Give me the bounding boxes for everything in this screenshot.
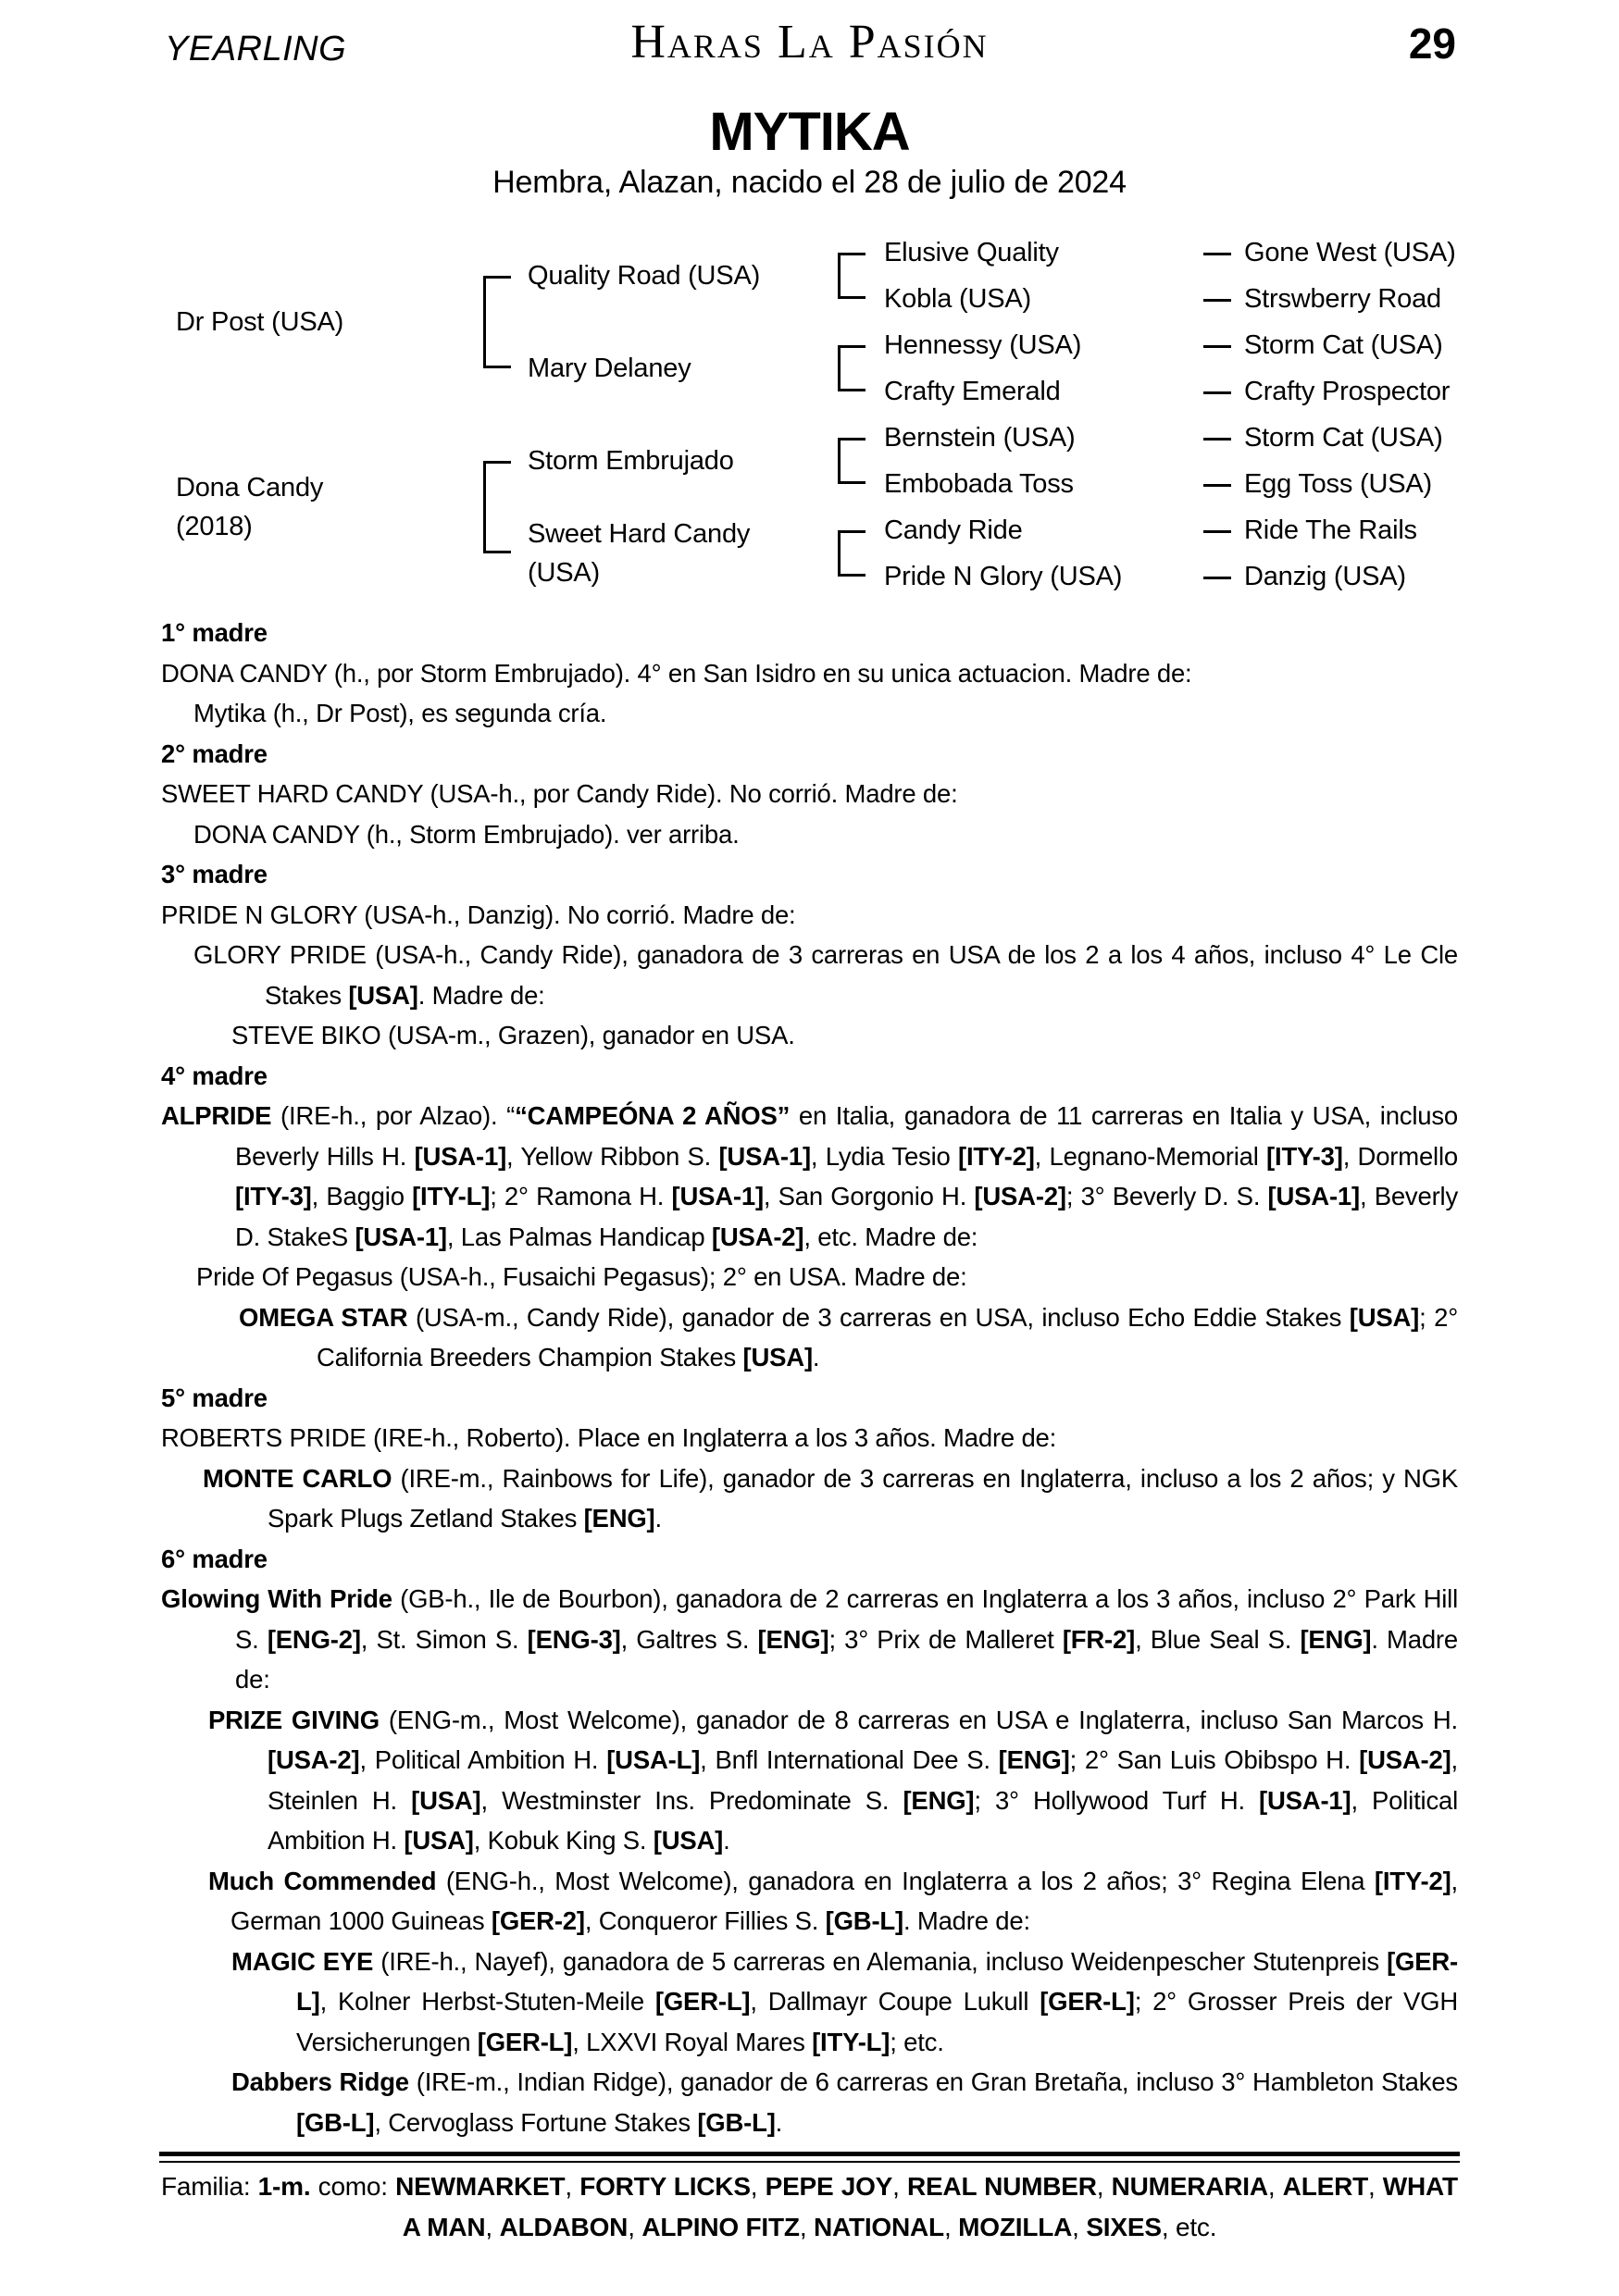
black-type-label: [ITY-2] bbox=[958, 1141, 1035, 1171]
pedigree-gen2-name bbox=[528, 515, 750, 592]
page-number: 29 bbox=[1408, 19, 1456, 68]
text-segment: . bbox=[723, 1826, 730, 1855]
black-type-label: [USA-1] bbox=[718, 1141, 811, 1171]
text-segment: , bbox=[750, 2172, 766, 2201]
text-segment: , bbox=[565, 2172, 580, 2201]
pedigree-paragraph bbox=[161, 653, 1458, 694]
black-type-label: REAL NUMBER bbox=[906, 2172, 1097, 2201]
pedigree-gen4-name: Storm Cat (USA) bbox=[1244, 423, 1443, 453]
text-segment: , bbox=[1096, 2172, 1112, 2201]
text-segment: ; 3° Prix de Malleret bbox=[828, 1624, 1063, 1654]
text-segment: , LXXVI Royal Mares bbox=[572, 2027, 813, 2056]
text-segment: Pride Of Pegasus (USA-h., Fusaichi Pegasus); 2° en USA. Madre de: bbox=[196, 1262, 967, 1291]
black-type-label: FORTY LICKS bbox=[579, 2172, 751, 2201]
black-type-label: MOZILLA bbox=[958, 2213, 1073, 2241]
pedigree-gen4-name: Storm Cat (USA) bbox=[1244, 330, 1443, 360]
black-type-label: [USA-1] bbox=[1267, 1182, 1360, 1210]
black-type-label: [USA] bbox=[1349, 1302, 1420, 1332]
text-segment: , bbox=[1368, 2172, 1383, 2201]
text-segment: GLORY PRIDE (USA-h., Candy Ride), ganadora de 3 carreras en USA de los 2 a los 4 años, incluso 4° Le Cle Stakes bbox=[193, 940, 1458, 1010]
text-segment: , Dormello bbox=[1342, 1141, 1458, 1171]
text-segment: , Blue Seal S. bbox=[1135, 1624, 1301, 1654]
black-type-label: [ITY-3] bbox=[235, 1182, 312, 1210]
pedigree-dash bbox=[1203, 530, 1231, 533]
pedigree-paragraph bbox=[161, 2062, 1458, 2142]
text-segment: , bbox=[1072, 2213, 1087, 2241]
text-segment: . Madre de: bbox=[235, 1624, 1458, 1694]
text-segment: (IRE-m., Indian Ridge), ganador de 6 carreras en Gran Bretaña, incluso 3° Hambleton Stakes bbox=[408, 2067, 1458, 2096]
black-type-label: [USA-1] bbox=[671, 1182, 764, 1210]
pedigree-dam-line2: (2018) bbox=[176, 512, 253, 541]
black-type-label: [ITY-2] bbox=[1374, 1866, 1451, 1895]
pedigree-dash bbox=[1203, 438, 1231, 441]
black-type-label: [GER-2] bbox=[491, 1906, 585, 1935]
black-type-label: [ENG-2] bbox=[267, 1624, 361, 1654]
horse-description: Hembra, Alazan, nacido el 28 de julio de 2024 bbox=[492, 165, 1127, 200]
madre-sections bbox=[161, 613, 1458, 2142]
text-segment: STEVE BIKO (USA-m., Grazen), ganador en USA. bbox=[231, 1021, 795, 1049]
pedigree-bracket bbox=[838, 345, 866, 391]
black-type-label: [ENG-3] bbox=[527, 1624, 621, 1654]
black-type-label: [USA] bbox=[653, 1826, 724, 1855]
pedigree-gen3-name: Pride N Glory (USA) bbox=[884, 562, 1123, 591]
black-type-label: [USA-1] bbox=[355, 1222, 447, 1251]
pedigree-gen2-name: Storm Embrujado bbox=[528, 446, 734, 476]
text-segment: , Kobuk King S. bbox=[473, 1826, 654, 1855]
text-segment: , Westminster Ins. Predominate S. bbox=[480, 1785, 903, 1815]
black-type-label: [ENG] bbox=[1300, 1624, 1372, 1654]
black-type-label: MONTE CARLO bbox=[203, 1463, 392, 1493]
pedigree-dash bbox=[1203, 484, 1231, 487]
text-segment: . Madre de: bbox=[417, 980, 545, 1010]
text-segment: ; 2° California Breeders Champion Stakes bbox=[317, 1302, 1458, 1371]
pedigree-paragraph bbox=[161, 1700, 1458, 1861]
text-segment: , Beverly D. StakeS bbox=[235, 1182, 1458, 1251]
pedigree-dash bbox=[1203, 391, 1231, 394]
black-type-label: [GER-L] bbox=[654, 1987, 751, 2016]
pedigree-gen3-name: Bernstein (USA) bbox=[884, 423, 1076, 453]
section-heading: 4° madre bbox=[161, 1061, 268, 1090]
horse-name: MYTIKA bbox=[709, 102, 910, 162]
pedigree-bracket bbox=[838, 438, 866, 484]
text-segment: ; 2° Grosser Preis der VGH Versicherungen bbox=[296, 1987, 1458, 2056]
text-segment: (IRE-m., Rainbows for Life), ganador de 3 carreras en Inglaterra, incluso a los 2 años; y NGK Spark Plugs Zetland Stakes bbox=[268, 1463, 1458, 1533]
black-type-label: NATIONAL bbox=[813, 2213, 944, 2241]
text-segment: Familia: bbox=[161, 2172, 258, 2201]
black-type-label: [ITY-3] bbox=[1266, 1141, 1343, 1171]
family-line bbox=[161, 2166, 1458, 2248]
text-segment: , San Gorgonio H. bbox=[763, 1182, 975, 1210]
black-type-label: [ENG] bbox=[998, 1745, 1070, 1774]
text-segment: ; etc. bbox=[890, 2027, 944, 2056]
section-heading: 3° madre bbox=[161, 860, 268, 888]
text-segment: , Baggio bbox=[311, 1182, 413, 1210]
pedigree-paragraph bbox=[161, 1458, 1458, 1539]
black-type-label: ALPRIDE bbox=[161, 1101, 272, 1130]
text-segment: , St. Simon S. bbox=[360, 1624, 528, 1654]
text-segment: . bbox=[775, 2107, 783, 2137]
text-segment: SWEET HARD CANDY (USA-h., por Candy Ride). No corrió. Madre de: bbox=[161, 779, 958, 808]
text-segment: ; 2° Ramona H. bbox=[490, 1182, 672, 1210]
text-segment: (GB-h., Ile de Bourbon), ganadora de 2 carreras en Inglaterra a los 3 años, incluso 2° Park Hill S. bbox=[235, 1584, 1458, 1654]
pedigree-gen3-name: Embobada Toss bbox=[884, 469, 1074, 499]
text-segment: , Galtres S. bbox=[620, 1624, 758, 1654]
black-type-label: OMEGA STAR bbox=[239, 1302, 408, 1332]
black-type-label: [USA-1] bbox=[1259, 1785, 1351, 1815]
black-type-label: [FR-2] bbox=[1062, 1624, 1136, 1654]
pedigree-paragraph bbox=[161, 774, 1458, 814]
black-type-label: Dabbers Ridge bbox=[231, 2067, 409, 2096]
pedigree-gen4-name: Ride The Rails bbox=[1244, 515, 1417, 545]
pedigree-gen3-name: Hennessy (USA) bbox=[884, 330, 1082, 360]
black-type-label: Glowing With Pride bbox=[161, 1584, 392, 1613]
section-heading: 2° madre bbox=[161, 738, 268, 768]
text-segment: , Legnano-Memorial bbox=[1034, 1141, 1267, 1171]
pedigree-bracket bbox=[483, 461, 511, 553]
pedigree-paragraph bbox=[161, 1096, 1458, 1257]
text-segment: , Political Ambition H. bbox=[268, 1785, 1459, 1855]
black-type-label: [GER-L] bbox=[1040, 1987, 1135, 2016]
text-segment: , Dallmayr Coupe Lukull bbox=[750, 1987, 1040, 2016]
black-type-label: [ENG] bbox=[757, 1624, 829, 1654]
pedigree-gen3-name: Kobla (USA) bbox=[884, 284, 1031, 314]
pedigree-paragraph bbox=[161, 1418, 1458, 1458]
text-segment: ; 2° San Luis Obibspo H. bbox=[1069, 1745, 1360, 1774]
pedigree-dash bbox=[1203, 345, 1231, 348]
pedigree-paragraph bbox=[161, 1257, 1458, 1297]
pedigree-gen3-name: Candy Ride bbox=[884, 515, 1023, 545]
text-segment: , bbox=[799, 2213, 814, 2241]
black-type-label: [USA] bbox=[411, 1785, 481, 1815]
text-segment: , etc. Madre de: bbox=[803, 1222, 978, 1251]
black-type-label: NUMERARIA bbox=[1111, 2172, 1268, 2201]
pedigree-gen4-name: Danzig (USA) bbox=[1244, 562, 1406, 591]
text-segment: , bbox=[892, 2172, 907, 2201]
pedigree-paragraph bbox=[161, 1861, 1458, 1942]
pedigree-paragraph bbox=[161, 814, 1458, 855]
text-segment: DONA CANDY (h., por Storm Embrujado). 4° en San Isidro en su unica actuacion. Madre de: bbox=[161, 658, 1192, 688]
pedigree-dash bbox=[1203, 299, 1231, 302]
black-type-label: [GB-L] bbox=[697, 2107, 776, 2137]
text-segment: , Steinlen H. bbox=[268, 1745, 1458, 1815]
pedigree-bracket bbox=[483, 276, 511, 368]
black-type-label: [USA-2] bbox=[268, 1745, 360, 1774]
black-type-label: PRIZE GIVING bbox=[208, 1705, 380, 1734]
black-type-label: [USA] bbox=[742, 1343, 813, 1371]
black-type-label: [USA-2] bbox=[711, 1222, 804, 1251]
text-segment: , Yellow Ribbon S. bbox=[506, 1141, 719, 1171]
section-heading: 5° madre bbox=[161, 1383, 268, 1412]
text-segment: PRIDE N GLORY (USA-h., Danzig). No corrió. Madre de: bbox=[161, 900, 796, 929]
black-type-label: [USA] bbox=[348, 980, 418, 1010]
black-type-label: SIXES bbox=[1086, 2213, 1162, 2241]
text-segment: , Lydia Tesio bbox=[810, 1141, 959, 1171]
text-segment: , bbox=[1267, 2172, 1283, 2201]
text-segment: , bbox=[485, 2213, 500, 2241]
pedigree-paragraph bbox=[161, 1579, 1458, 1700]
text-segment: , Cervoglass Fortune Stakes bbox=[374, 2107, 698, 2137]
text-segment: ; 3° Beverly D. S. bbox=[1065, 1182, 1268, 1210]
pedigree-paragraph bbox=[161, 895, 1458, 936]
pedigree-gen2-name: Mary Delaney bbox=[528, 354, 691, 383]
black-type-label: MAGIC EYE bbox=[231, 1946, 374, 1976]
text-segment: , Conqueror Fillies S. bbox=[584, 1906, 826, 1935]
text-segment: , Kolner Herbst-Stuten-Meile bbox=[319, 1987, 655, 2016]
text-segment: (ENG-m., Most Welcome), ganador de 8 carreras en USA e Inglaterra, incluso San Marcos H. bbox=[379, 1705, 1458, 1734]
pedigree-paragraph bbox=[161, 1942, 1458, 2063]
text-segment: (IRE-h., por Alzao). “ bbox=[271, 1101, 516, 1130]
pedigree-gen2-name: Quality Road (USA) bbox=[528, 261, 761, 291]
text-segment: (IRE-h., Nayef), ganadora de 5 carreras en Alemania, incluso Weidenpescher Stutenpreis bbox=[373, 1946, 1388, 1976]
black-type-label: PEPE JOY bbox=[765, 2172, 893, 2201]
pedigree-dam bbox=[176, 468, 323, 546]
text-segment: , bbox=[943, 2213, 959, 2241]
black-type-label: ALDABON bbox=[499, 2213, 629, 2241]
text-segment: . bbox=[812, 1343, 820, 1371]
page-footer bbox=[0, 2152, 1619, 2248]
text-segment: , bbox=[628, 2213, 642, 2241]
pedigree-paragraph bbox=[161, 1297, 1458, 1378]
black-type-label: [USA-2] bbox=[1359, 1745, 1451, 1774]
text-segment: en Italia, ganadora de 11 carreras en Italia y USA, incluso Beverly Hills H. bbox=[235, 1101, 1458, 1171]
black-type-label: [GB-L] bbox=[296, 2107, 375, 2137]
text-segment: (ENG-h., Most Welcome), ganadora en Inglaterra a los 2 años; 3° Regina Elena bbox=[436, 1866, 1375, 1895]
black-type-label: [GB-L] bbox=[825, 1906, 903, 1935]
text-segment: , Bnfl International Dee S. bbox=[700, 1745, 999, 1774]
text-segment: ROBERTS PRIDE (IRE-h., Roberto). Place en Inglaterra a los 3 años. Madre de: bbox=[161, 1423, 1057, 1452]
text-segment: , Las Palmas Handicap bbox=[446, 1222, 712, 1251]
text-segment: ; 3° Hollywood Turf H. bbox=[974, 1785, 1260, 1815]
pedigree-paragraph bbox=[161, 693, 1458, 734]
pedigree-dash bbox=[1203, 253, 1231, 255]
pedigree-paragraph bbox=[161, 1015, 1458, 1056]
pedigree-bracket bbox=[838, 530, 866, 577]
black-type-label: [USA-2] bbox=[974, 1182, 1066, 1210]
category-label: YEARLING bbox=[165, 30, 347, 68]
divider-rule bbox=[159, 2152, 1460, 2163]
text-segment: . Madre de: bbox=[903, 1906, 1030, 1935]
black-type-label: 1-m. bbox=[257, 2172, 311, 2201]
pedigree-sire: Dr Post (USA) bbox=[176, 307, 344, 337]
pedigree-gen2-line2: (USA) bbox=[528, 558, 600, 588]
pedigree-bracket bbox=[838, 253, 866, 299]
text-segment: Mytika (h., Dr Post), es segunda cría. bbox=[193, 699, 607, 727]
pedigree-gen4-name: Gone West (USA) bbox=[1244, 238, 1456, 267]
black-type-label: [ENG] bbox=[583, 1504, 655, 1533]
section-heading: 1° madre bbox=[161, 618, 268, 647]
pedigree-tree bbox=[0, 230, 1619, 607]
text-segment: . bbox=[654, 1504, 662, 1533]
pedigree-gen4-name: Crafty Prospector bbox=[1244, 377, 1451, 406]
black-type-label: NEWMARKET bbox=[395, 2172, 566, 2201]
black-type-label: Much Commended bbox=[208, 1866, 437, 1895]
pedigree-gen4-name: Egg Toss (USA) bbox=[1244, 469, 1432, 499]
text-segment: , etc. bbox=[1161, 2213, 1217, 2241]
pedigree-gen3-name: Crafty Emerald bbox=[884, 377, 1061, 406]
black-type-label: [ENG] bbox=[903, 1785, 975, 1815]
text-segment: como: bbox=[310, 2172, 396, 2201]
text-segment: (USA-m., Candy Ride), ganador de 3 carreras en USA, incluso Echo Eddie Stakes bbox=[407, 1302, 1350, 1332]
page-header bbox=[0, 0, 1619, 104]
black-type-label: [USA-L] bbox=[606, 1745, 701, 1774]
black-type-label: “CAMPEÓNA 2 AÑOS” bbox=[515, 1101, 791, 1130]
black-type-label: [GER-L] bbox=[477, 2027, 573, 2056]
black-type-label: [USA-1] bbox=[414, 1141, 507, 1171]
black-type-label: [GER-L] bbox=[296, 1946, 1459, 2016]
black-type-label: ALERT bbox=[1282, 2172, 1368, 2201]
stud-name: Haras La Pasión bbox=[630, 16, 989, 68]
pedigree-gen2-line1: Sweet Hard Candy bbox=[528, 519, 751, 549]
black-type-label: [ITY-L] bbox=[812, 2027, 890, 2056]
black-type-label: WHAT A MAN bbox=[402, 2172, 1458, 2241]
pedigree-gen4-name: Strswberry Road bbox=[1244, 284, 1441, 314]
black-type-label: ALPINO FITZ bbox=[641, 2213, 800, 2241]
text-segment: , Political Ambition H. bbox=[359, 1745, 607, 1774]
section-heading: 6° madre bbox=[161, 1544, 268, 1573]
pedigree-paragraph bbox=[161, 935, 1458, 1015]
black-type-label: [USA] bbox=[404, 1826, 474, 1855]
text-segment: DONA CANDY (h., Storm Embrujado). ver arriba. bbox=[193, 819, 740, 849]
pedigree-dash bbox=[1203, 577, 1231, 579]
pedigree-gen3-name: Elusive Quality bbox=[884, 238, 1059, 267]
text-segment: , German 1000 Guineas bbox=[230, 1866, 1458, 1935]
pedigree-dam-line1: Dona Candy bbox=[176, 473, 324, 503]
black-type-label: [ITY-L] bbox=[412, 1182, 491, 1210]
